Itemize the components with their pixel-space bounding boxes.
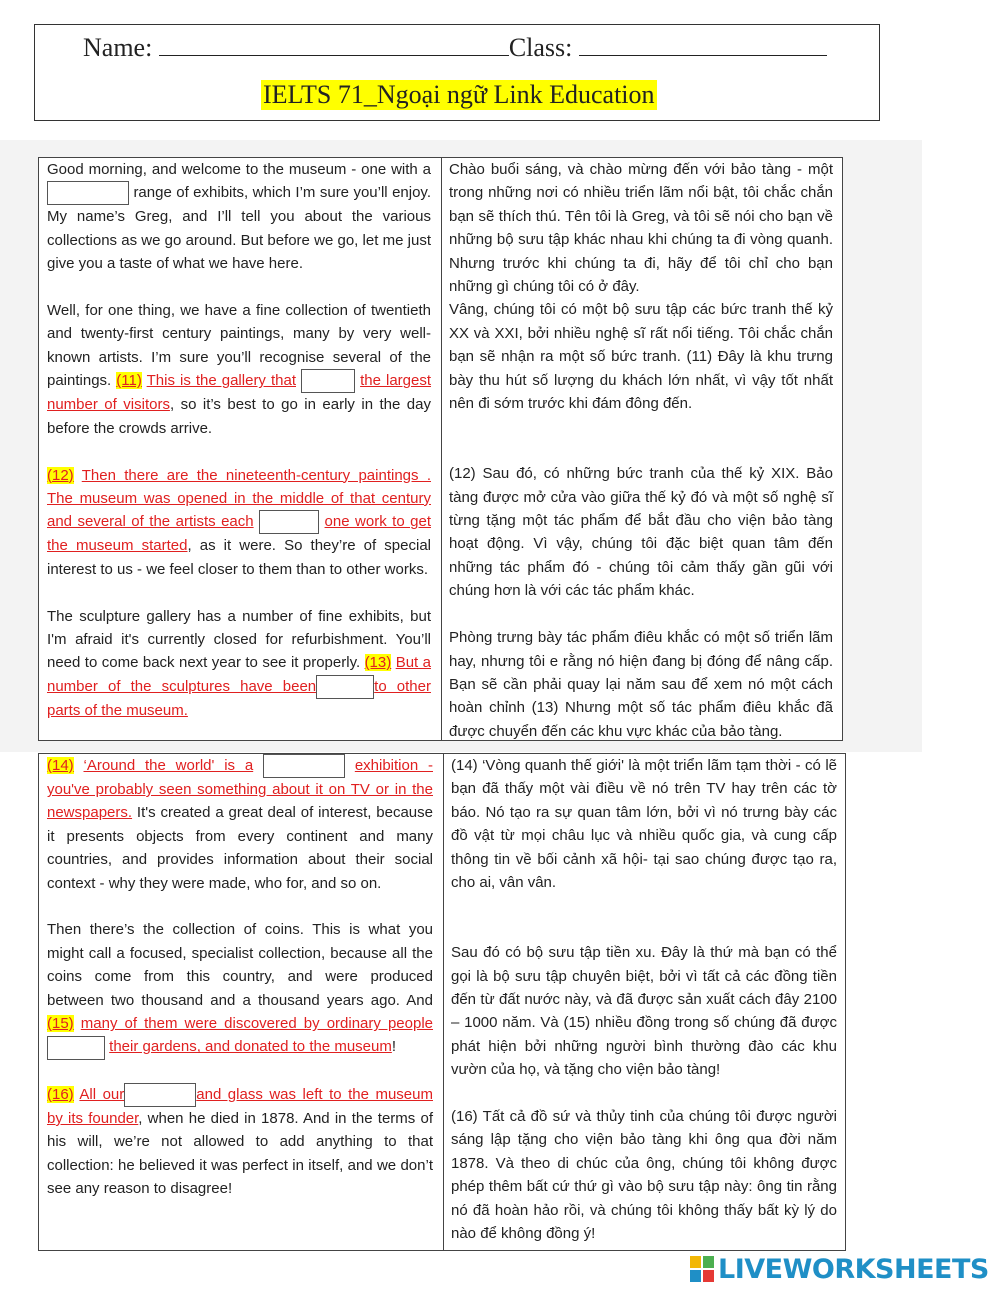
table-upper	[38, 157, 843, 741]
answer-blank-14[interactable]	[263, 754, 345, 778]
class-label: Class:	[508, 33, 573, 62]
paragraph-q11: Well, for one thing, we have a fine collection of twentieth and twenty-first century paintings, many by very well-known artists. I’m sure you’ll recognise several of the paintings. (11) This is the gallery that the largest number of visitors, so it’s best to go in early in the day before the crowds arrive.	[47, 302, 432, 437]
english-column-lower	[47, 754, 433, 1224]
vi-paragraph-q12: (12) Sau đó, có những bức tranh của thế kỷ XIX. Bảo tàng được mở cửa vào giữa thế kỷ đó và một số nghệ sĩ từng tặng một tác phẩm để bắt đầu cho viện bảo tàng hoạt động. Vì vậy, chúng tôi đặc biệt quan tâm đến những tác phẩm đó - chúng tôi cảm thấy gần gũi với chúng hơn là với các tác phẩm khác.	[449, 465, 833, 600]
worksheet-title: IELTS 71_Ngoại ngữ Link Education	[263, 80, 655, 109]
column-divider	[443, 754, 444, 1250]
answer-blank-0[interactable]	[47, 181, 129, 205]
header-box	[34, 24, 880, 121]
answer-blank-16[interactable]	[124, 1083, 196, 1107]
vi-paragraph-q14: (14) ‘Vòng quanh thế giới' là một triển lãm tạm thời - có lẽ bạn đã thấy một vài điều về nó trên TV hay trên các tờ báo. Nó tạo ra sự quan tâm lớn, bởi vì nó trưng bày các đồ vật từ mọi châu lục và nhiều quốc gia, và cung cấp thông tin về bối cảnh xã hội- tại sao chúng được tạo ra, cho ai, vân vân.	[451, 757, 837, 892]
vi-paragraph-q15: Sau đó có bộ sưu tập tiền xu. Đây là thứ mà bạn có thể gọi là bộ sưu tập chuyên biệt, bởi vì tất cả các đồng tiền đến từ đất nước này, và đã được sản xuất cách đây 2100 – 1000 năm. Và (15) nhiều đồng trong số chúng đã được phát hiện bởi những người bình thường đào các khu vườn của họ, và tặng cho viện bảo tàng!	[451, 944, 837, 1079]
paragraph-q12: (12) Then there are the nineteenth-century paintings . The museum was opened in the middle of that century and several of the artists each one work to get the museum started, as it were. So they’re of special interest to us - we feel closer to them than to other works.	[47, 466, 431, 578]
paragraph-q14: (14) ‘Around the world' is a exhibition - you've probably seen something about it on TV or in the newspapers. It's created a great deal of interest, because it presents objects from every continent and many countries, and provides information about their social context - why they were made, who for, and so on.	[47, 754, 433, 895]
logo-text: LIVEWORKSHEETS	[718, 1253, 989, 1285]
column-divider	[441, 158, 442, 740]
paragraph-q15: Then there’s the collection of coins. This is what you might call a focused, specialist collection, because all the coins come from this country, and were produced between two thousand and a thousand years ago. And (15) many of them were discovered by ordinary people their gardens, and donated to the museum!	[47, 918, 433, 1059]
class-field[interactable]	[579, 33, 827, 56]
vi-paragraph-intro: Chào buổi sáng, và chào mừng đến với bảo tàng - một trong những nơi có nhiều triển lãm nổi bật, tôi chắc chắn bạn sẽ thích thú. Tên tôi là Greg, và tôi sẽ nói cho bạn về những bộ sưu tập khác nhau khi chúng ta đi vòng quanh. Nhưng trước khi chúng ta đi, hãy để tôi chỉ cho bạn những gì chúng tôi có ở đây.	[449, 161, 833, 296]
table-lower	[38, 753, 846, 1251]
name-field[interactable]	[159, 33, 509, 56]
logo-grid-icon	[690, 1256, 714, 1282]
vi-paragraph-q11: Vâng, chúng tôi có một bộ sưu tập các bức tranh thế kỷ XX và XXI, bởi nhiều nghệ sĩ rất nổi tiếng. Tôi chắc chắn bạn sẽ nhận ra một số bức tranh. (11) Đây là khu trưng bày thu hút số lượng du khách lớn nhất, vì vậy tốt nhất nên đi sớm trước khi đám đông đến.	[449, 301, 833, 413]
answer-blank-13[interactable]	[316, 675, 374, 699]
paragraph-q16: (16) All our and glass was left to the museum by its founder, when he died in 1878. And in the terms of his will, we’re not allowed to add anything to that collection: he believed it was perfect in itself, and we don’t see any reason to disagree!	[47, 1083, 433, 1201]
english-column-upper	[47, 158, 431, 746]
paragraph-intro: Good morning, and welcome to the museum - one with a range of exhibits, which I’m sure you’ll enjoy. My name’s Greg, and I’ll tell you about the various collections as we go around. But before we go, let me just give you a taste of what we have here.	[47, 161, 431, 273]
name-class-line	[83, 33, 827, 63]
answer-blank-11[interactable]	[301, 369, 355, 393]
vi-paragraph-q16: (16) Tất cả đồ sứ và thủy tinh của chúng tôi được người sáng lập tặng cho viện bảo tàng khi ông qua đời năm 1878. Và theo di chúc của ông, chúng tôi không được phép thêm bất cứ thứ gì vào bộ sưu tập này: ông tin rằng nó đã hoàn hảo rồi, và chúng tôi không thấy bất kỳ lý do nào để không đồng ý!	[451, 1108, 837, 1243]
vietnamese-column-upper	[449, 158, 833, 743]
paragraph-q13: The sculpture gallery has a number of fine exhibits, but I'm afraid it's currently closed for refurbishment. You’ll need to come back next year to see it properly. (13) But a number of the sculptures have been to other parts of the museum.	[47, 607, 431, 719]
name-label: Name:	[83, 33, 153, 62]
vietnamese-column-lower	[451, 754, 837, 1246]
answer-blank-15[interactable]	[47, 1036, 105, 1060]
liveworksheets-logo	[690, 1252, 989, 1286]
answer-blank-12[interactable]	[259, 510, 319, 534]
vi-paragraph-q13: Phòng trưng bày tác phẩm điêu khắc có một số triển lãm hay, nhưng tôi e rằng nó hiện đang bị đóng để nâng cấp. Bạn sẽ cần phải quay lại năm sau để xem nó một cách hoàn chỉnh (13) Nhưng một số tác phẩm điêu khắc đã được chuyển đến các khu vực khác của bảo tàng.	[449, 629, 833, 740]
